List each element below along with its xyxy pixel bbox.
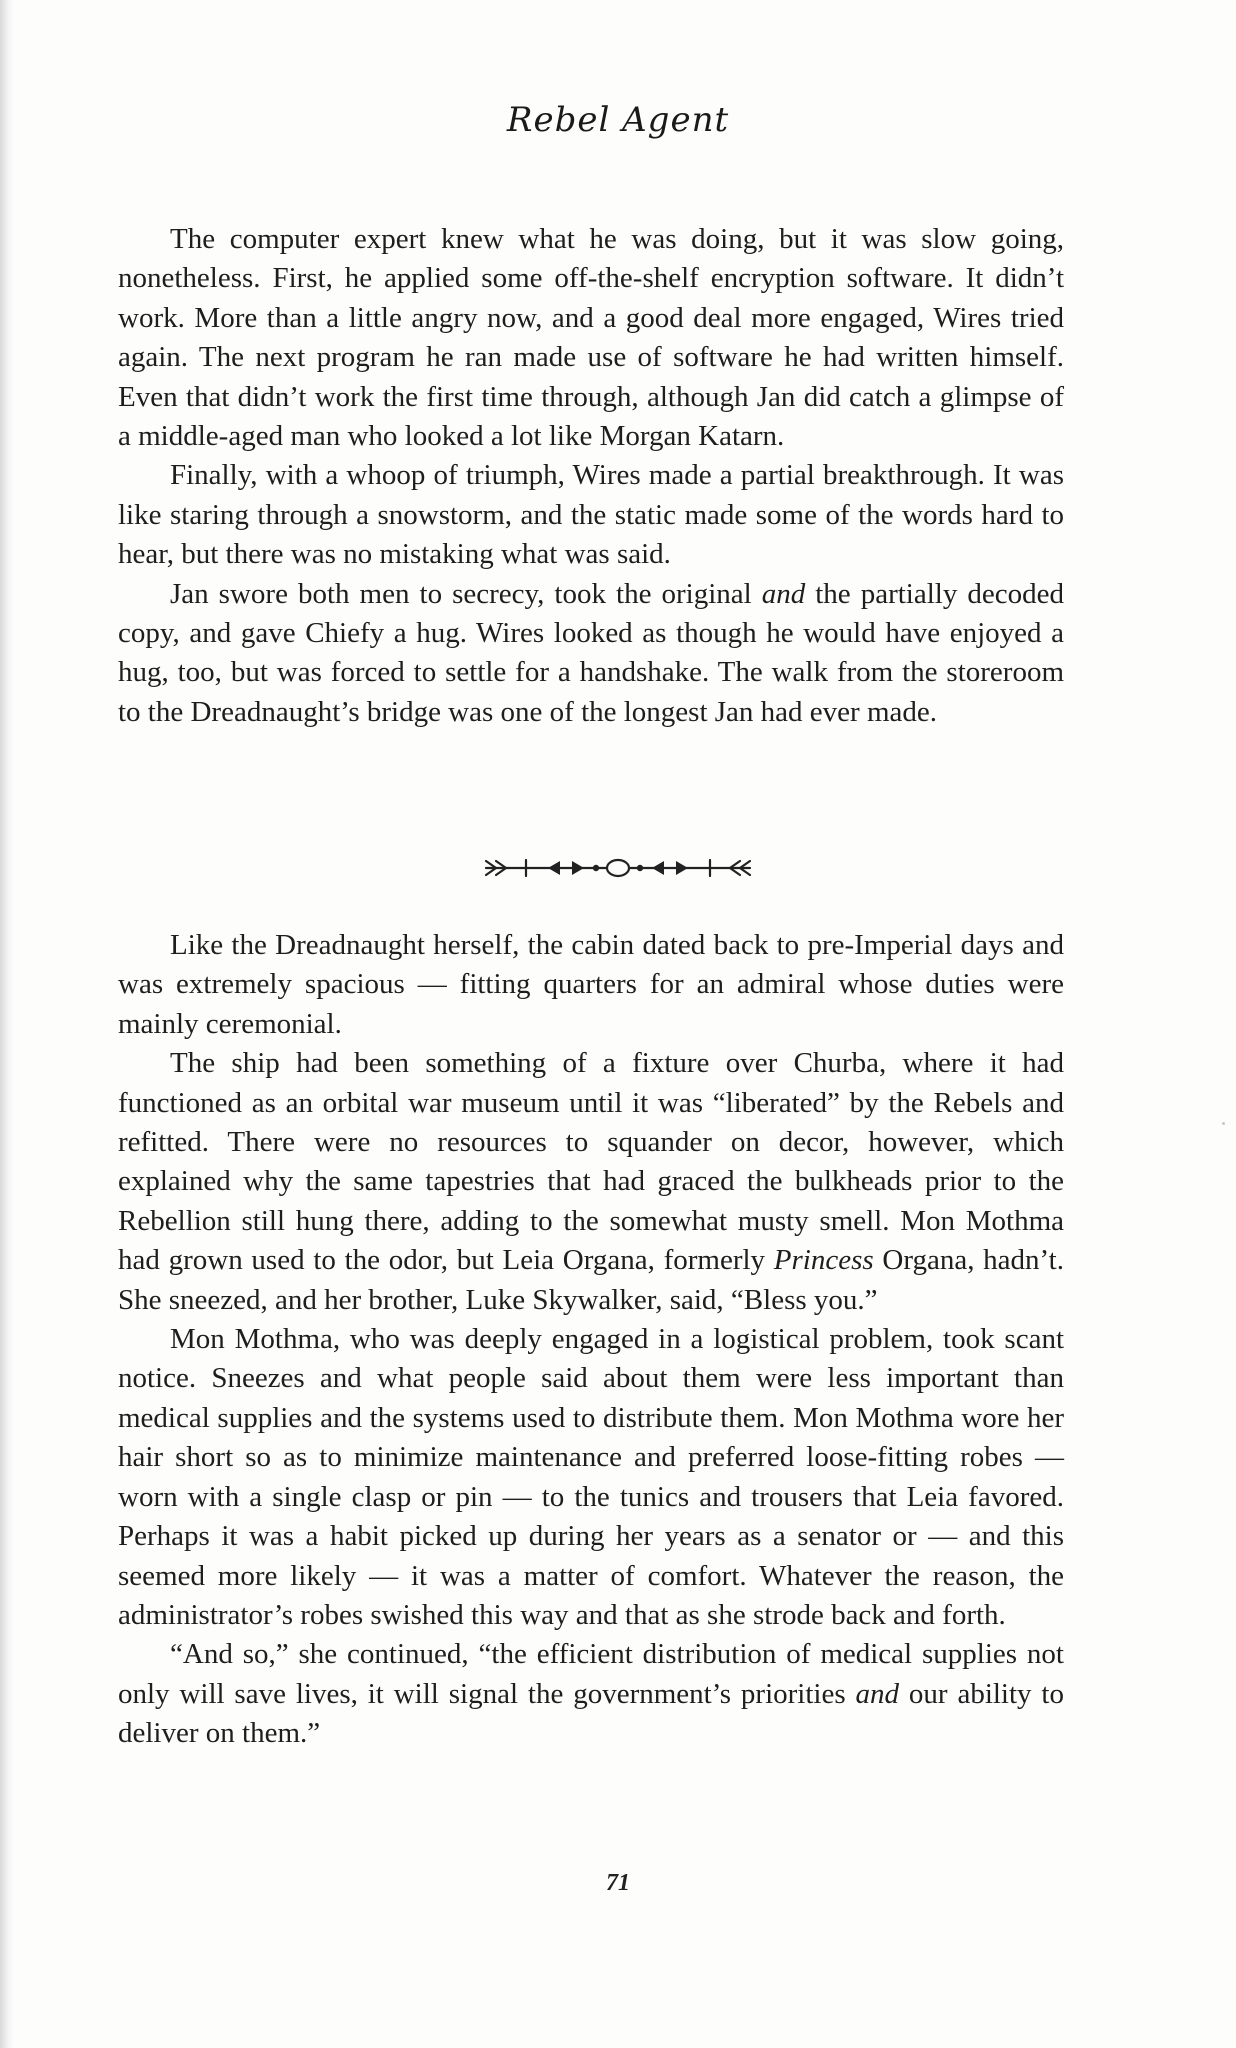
italic-emphasis: and — [761, 577, 806, 610]
running-head: Rebel Agent — [506, 100, 730, 140]
paragraph — [118, 575, 1064, 733]
scene-one-text — [118, 220, 1064, 732]
paragraph: The computer expert knew what he was doing, but it was slow going, nonetheless. First, he applied some off-the-shelf encryption software. It didn’t work. More than a little angry now, and a good deal more engaged, Wires tried again. The next program he ran made use of software he had written himself. Even that didn’t work the first time through, although Jan did catch a glimpse of a middle-aged man who looked a lot like Morgan Katarn. — [118, 223, 1064, 453]
paragraph: Like the Dreadnaught herself, the cabin dated back to pre-Imperial days and was extremely spacious — fitting quarters for an admiral whose duties were mainly ceremonial. — [118, 929, 1064, 1040]
scene-two-text — [118, 926, 1064, 1754]
page-edge-shadow — [0, 0, 14, 2048]
paragraph-text: our ability to deliver on them.” — [118, 1677, 1064, 1750]
italic-emphasis: and — [855, 1677, 900, 1710]
paragraph — [118, 1635, 1064, 1753]
paragraph — [118, 1044, 1064, 1320]
paragraph-text: Jan swore both men to secrecy, took the original — [170, 577, 762, 610]
page-number: 71 — [606, 1870, 630, 1896]
paragraph-text: Organa, hadn’t. She sneezed, and her brother, Luke Skywalker, said, “Bless you.” — [118, 1244, 1064, 1316]
italic-emphasis: Princess — [773, 1244, 874, 1277]
paragraph-text: The ship had been something of a fixture over Churba, where it had functioned as an orbital war museum until it was “liberated” by the Rebels and refitted. There were no resources to squander on decor, however, which explained why the same tapestries that had graced the bulkheads prior to the Rebellion still hung there, adding to the somewhat musty smell. Mon Mothma had grown used to the odor, but Leia Organa, formerly — [118, 1047, 1064, 1277]
paragraph: Mon Mothma, who was deeply engaged in a logistical problem, took scant notice. Sneezes and what people said about them were less important than medical supplies and the systems used to distribute them. Mon Mothma wore her hair short so as to minimize maintenance and preferred loose-fitting robes — worn with a single clasp or pin — to the tunics and trousers that Leia favored. Perhaps it was a habit picked up during her years as a senator or — and this seemed more likely — it was a matter of comfort. Whatever the reason, the administrator’s robes swished this way and that as she strode back and forth. — [118, 1323, 1064, 1631]
paragraph-text: “And so,” she continued, “the efficient distribution of medical supplies not only will save lives, it will signal the government’s priorities — [118, 1638, 1064, 1710]
paragraph: Finally, with a whoop of triumph, Wires made a partial breakthrough. It was like staring through a snowstorm, and the static made some of the words hard to hear, but there was no mistaking what was said. — [118, 459, 1064, 571]
paragraph-text: the partially decoded copy, and gave Chiefy a hug. Wires looked as though he would have enjoyed a hug, too, but was forced to settle for a handshake. The walk from the storeroom to the Dreadnaught’s bridge was one of the longest Jan had ever made. — [118, 577, 1064, 728]
paper-speck — [1222, 1122, 1225, 1125]
scene-break-ornament-icon — [482, 854, 754, 882]
